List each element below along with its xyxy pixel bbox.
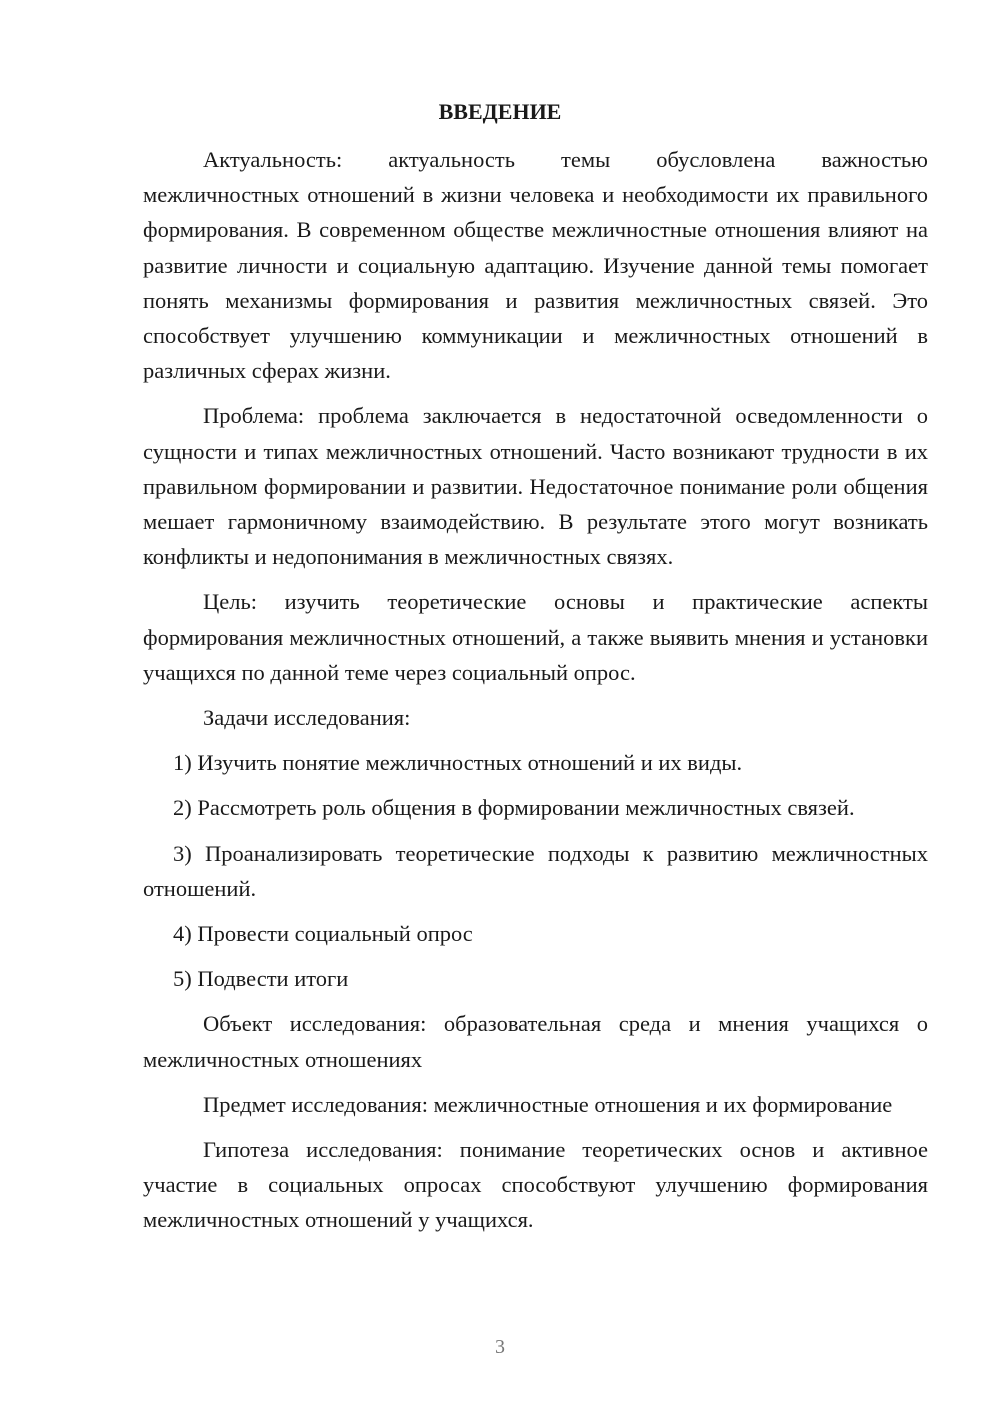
task-item-4: 4) Провести социальный опрос <box>173 921 473 947</box>
relevance-paragraph: Актуальность: актуальность темы обусловлена важностью межличностных отношений в жизни человека и необходимости их правильного формирования. В современном обществе межличностные отношения влияют на развитие личности и социальную адаптацию. Изучение данной темы помогает понять механизмы формирования и развития межличностных связей. Это способствует улучшению коммуникации и межличностных отношений в различных сферах жизни. <box>143 147 928 384</box>
page-title: ВВЕДЕНИЕ <box>438 99 562 124</box>
problem-paragraph: Проблема: проблема заключается в недостаточной осведомленности о сущности и типах межличностных отношений. Часто возникают трудности в их правильном формировании и развитии. Недостаточное понимание роли общения мешает гармоничному взаимодействию. В результате этого могут возникать конфликты и недопонимания в межличностных связях. <box>143 403 928 570</box>
hypothesis-paragraph: Гипотеза исследования: понимание теоретических основ и активное участие в социальных опросах способствуют улучшению формирования межличностных отношений у учащихся. <box>143 1137 928 1233</box>
task-item-3: 3) Проанализировать теоретические подходы к развитию межличностных отношений. <box>143 840 928 901</box>
subject-paragraph: Предмет исследования: межличностные отношения и их формирование <box>203 1091 893 1117</box>
object-paragraph: Объект исследования: образовательная среда и мнения учащихся о межличностных отношениях <box>143 1011 928 1072</box>
tasks-heading: Задачи исследования: <box>203 705 411 731</box>
page-number: 3 <box>495 1336 505 1358</box>
task-item-5: 5) Подвести итоги <box>173 966 349 992</box>
task-item-1: 1) Изучить понятие межличностных отношений и их виды. <box>173 750 743 776</box>
task-item-2: 2) Рассмотреть роль общения в формировании межличностных связей. <box>173 795 855 821</box>
goal-paragraph: Цель: изучить теоретические основы и практические аспекты формирования межличностных отношений, а также выявить мнения и установки учащихся по данной теме через социальный опрос. <box>143 589 928 685</box>
body-text <box>143 142 928 1248</box>
